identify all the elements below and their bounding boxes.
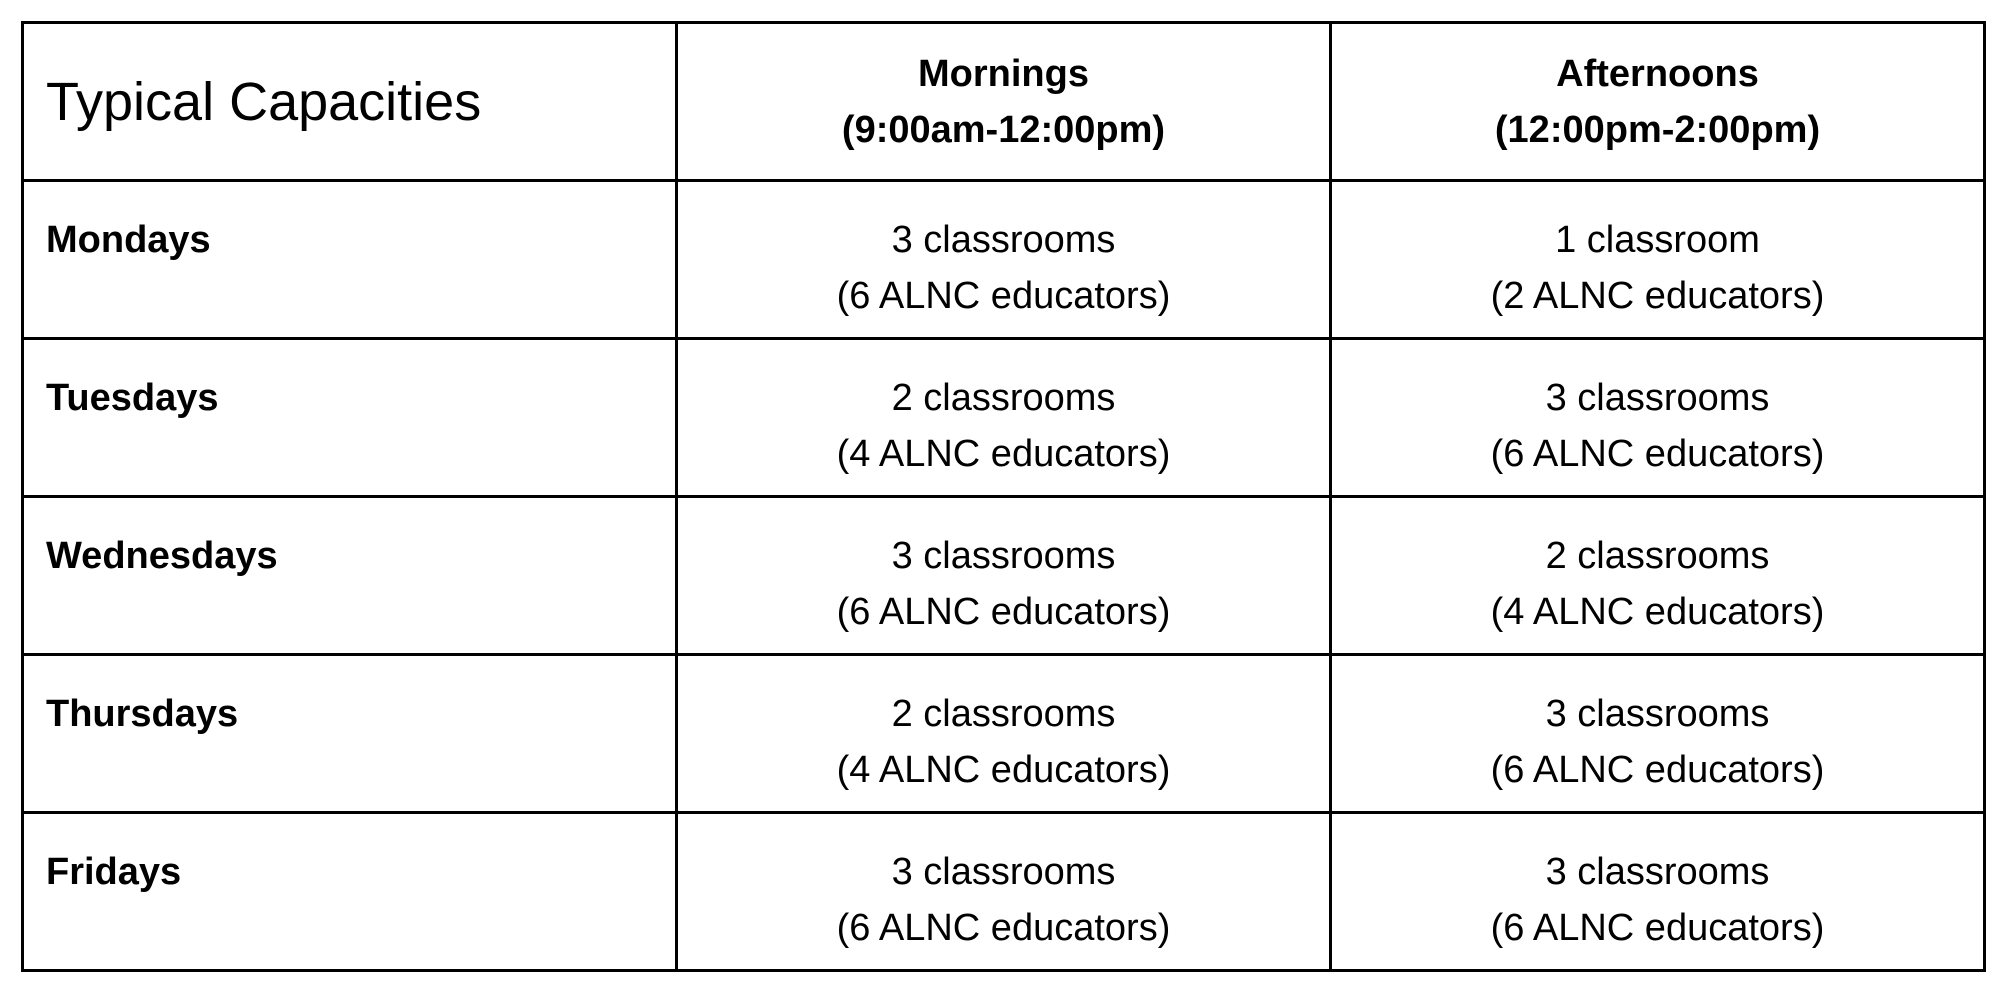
table-row <box>23 813 1985 971</box>
row-label-tuesdays: Tuesdays <box>23 339 677 497</box>
classroom-count: 3 classrooms <box>891 535 1116 577</box>
educator-count: (4 ALNC educators) <box>1490 591 1825 633</box>
row-label-fridays: Fridays <box>23 813 677 971</box>
cell-wednesdays-afternoons <box>1331 497 1985 655</box>
table-title: Typical Capacities <box>23 23 677 181</box>
classroom-count: 2 classrooms <box>1545 535 1770 577</box>
educator-count: (6 ALNC educators) <box>1490 749 1825 791</box>
classroom-count: 2 classrooms <box>891 693 1116 735</box>
classroom-count: 2 classrooms <box>891 377 1116 419</box>
educator-count: (6 ALNC educators) <box>836 907 1171 949</box>
cell-tuesdays-afternoons <box>1331 339 1985 497</box>
column-header-range: (12:00pm-2:00pm) <box>1494 108 1821 151</box>
cell-thursdays-mornings <box>677 655 1331 813</box>
column-header-mornings <box>677 23 1331 181</box>
table-row <box>23 181 1985 339</box>
capacity-table <box>21 21 1986 972</box>
classroom-count: 3 classrooms <box>1545 377 1770 419</box>
educator-count: (4 ALNC educators) <box>836 749 1171 791</box>
cell-thursdays-afternoons <box>1331 655 1985 813</box>
header-row <box>23 23 1985 181</box>
row-label-wednesdays: Wednesdays <box>23 497 677 655</box>
classroom-count: 3 classrooms <box>1545 851 1770 893</box>
educator-count: (4 ALNC educators) <box>836 433 1171 475</box>
cell-wednesdays-mornings <box>677 497 1331 655</box>
column-header-title: Mornings <box>918 52 1089 95</box>
educator-count: (6 ALNC educators) <box>1490 433 1825 475</box>
cell-mondays-afternoons <box>1331 181 1985 339</box>
educator-count: (6 ALNC educators) <box>836 591 1171 633</box>
column-header-afternoons <box>1331 23 1985 181</box>
educator-count: (6 ALNC educators) <box>1490 907 1825 949</box>
cell-mondays-mornings <box>677 181 1331 339</box>
table-row <box>23 655 1985 813</box>
cell-fridays-afternoons <box>1331 813 1985 971</box>
column-header-title: Afternoons <box>1556 52 1759 95</box>
classroom-count: 3 classrooms <box>891 219 1116 261</box>
column-header-range: (9:00am-12:00pm) <box>841 108 1166 151</box>
table-row <box>23 497 1985 655</box>
educator-count: (2 ALNC educators) <box>1490 275 1825 317</box>
classroom-count: 1 classroom <box>1555 219 1760 261</box>
classroom-count: 3 classrooms <box>891 851 1116 893</box>
cell-fridays-mornings <box>677 813 1331 971</box>
cell-tuesdays-mornings <box>677 339 1331 497</box>
row-label-thursdays: Thursdays <box>23 655 677 813</box>
table-row <box>23 339 1985 497</box>
row-label-mondays: Mondays <box>23 181 677 339</box>
classroom-count: 3 classrooms <box>1545 693 1770 735</box>
educator-count: (6 ALNC educators) <box>836 275 1171 317</box>
